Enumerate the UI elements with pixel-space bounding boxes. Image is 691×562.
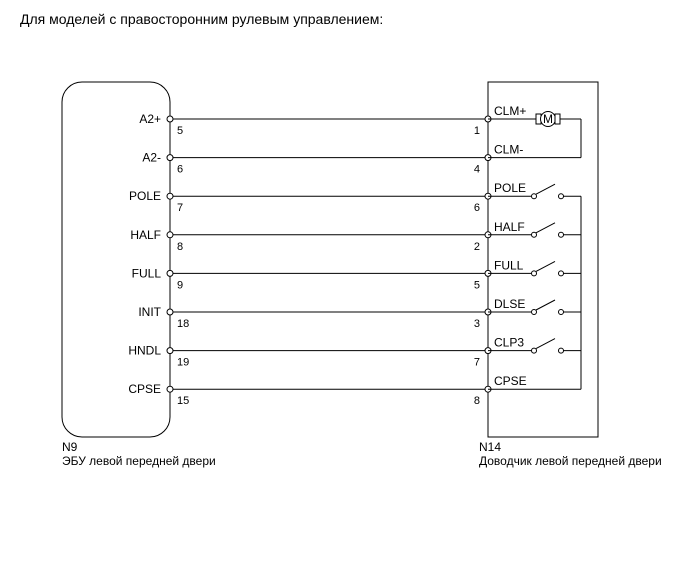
wire-5-ecu-label: INIT <box>138 305 161 319</box>
wire-3-ecu-terminal <box>167 232 173 238</box>
wire-0-ecu-terminal <box>167 116 173 122</box>
wire-2-switch-contact-b <box>559 194 564 199</box>
closer-name: Доводчик левой передней двери <box>479 454 662 468</box>
wire-1-ecu-label: A2- <box>142 150 161 165</box>
wire-2-switch-contact-a <box>532 194 537 199</box>
wire-4-closer-label: FULL <box>494 258 524 273</box>
wire-4-switch-contact-b <box>559 271 564 276</box>
closer-connector-id: N14 <box>479 440 502 454</box>
wire-2-ecu-terminal <box>167 193 173 199</box>
wire-2-ecu-label: POLE <box>128 189 161 204</box>
wire-5-ecu-terminal <box>167 309 173 315</box>
wire-0-closer-pin: 1 <box>473 125 480 137</box>
wire-5-ecu-pin: 18 <box>177 318 190 330</box>
wire-7-closer-pin: 8 <box>473 395 480 408</box>
wire-3-ecu-label: HALF <box>130 227 161 242</box>
wire-6-switch-blade <box>536 339 555 349</box>
wire-2-ecu-pin: 7 <box>177 202 184 215</box>
wire-4-ecu-terminal <box>167 270 173 276</box>
wire-7-ecu-terminal <box>167 386 173 392</box>
wire-6-ecu-terminal <box>167 348 173 354</box>
wire-3-switch-blade <box>536 223 555 233</box>
wire-1-ecu-terminal <box>167 155 173 161</box>
wire-1-closer-label: CLM- <box>494 142 524 157</box>
wire-6-closer-pin: 7 <box>473 356 480 369</box>
wire-5-switch-blade <box>536 300 555 310</box>
ecu-connector-id: N9 <box>62 440 78 454</box>
ecu-name: ЭБУ левой передней двери <box>62 454 216 468</box>
wire-5-closer-label: DLSE <box>494 297 526 311</box>
wire-2-closer-label: POLE <box>494 181 527 196</box>
wire-2-switch-blade <box>536 184 555 194</box>
motor-symbol: M <box>543 112 553 126</box>
wire-4-ecu-pin: 9 <box>177 279 184 292</box>
wire-1-ecu-pin: 6 <box>177 163 184 176</box>
wire-4-closer-pin: 5 <box>473 279 480 292</box>
wire-5-switch-contact-b <box>559 310 564 315</box>
wire-3-closer-pin: 2 <box>473 240 480 253</box>
wire-6-switch-contact-b <box>559 348 564 353</box>
wire-3-closer-label: HALF <box>494 219 525 234</box>
wire-6-closer-label: CLP3 <box>494 335 525 350</box>
wire-5-switch-contact-a <box>532 310 537 315</box>
wire-0-ecu-pin: 5 <box>177 125 184 137</box>
wire-3-ecu-pin: 8 <box>177 240 184 253</box>
wire-7-ecu-label: CPSE <box>128 382 161 397</box>
motor-brush-right <box>555 114 560 124</box>
wire-4-switch-blade <box>536 261 555 271</box>
wire-3-switch-contact-b <box>559 232 564 237</box>
wire-0-ecu-label: A2+ <box>139 112 161 126</box>
wire-7-closer-label: CPSE <box>494 374 527 389</box>
wire-1-closer-pin: 4 <box>473 163 480 176</box>
wire-4-ecu-label: FULL <box>131 266 161 281</box>
wire-7-ecu-pin: 15 <box>177 395 190 408</box>
diagram-title: Для моделей с правосторонним рулевым управлением: <box>20 11 384 27</box>
wire-2-closer-pin: 6 <box>473 202 480 215</box>
wire-5-closer-pin: 3 <box>473 318 480 330</box>
wire-0-closer-label: CLM+ <box>494 104 527 118</box>
wire-6-ecu-pin: 19 <box>177 356 190 369</box>
wire-6-switch-contact-a <box>532 348 537 353</box>
wire-3-switch-contact-a <box>532 232 537 237</box>
wire-group <box>128 104 581 407</box>
wire-6-ecu-label: HNDL <box>128 343 161 358</box>
wire-4-switch-contact-a <box>532 271 537 276</box>
